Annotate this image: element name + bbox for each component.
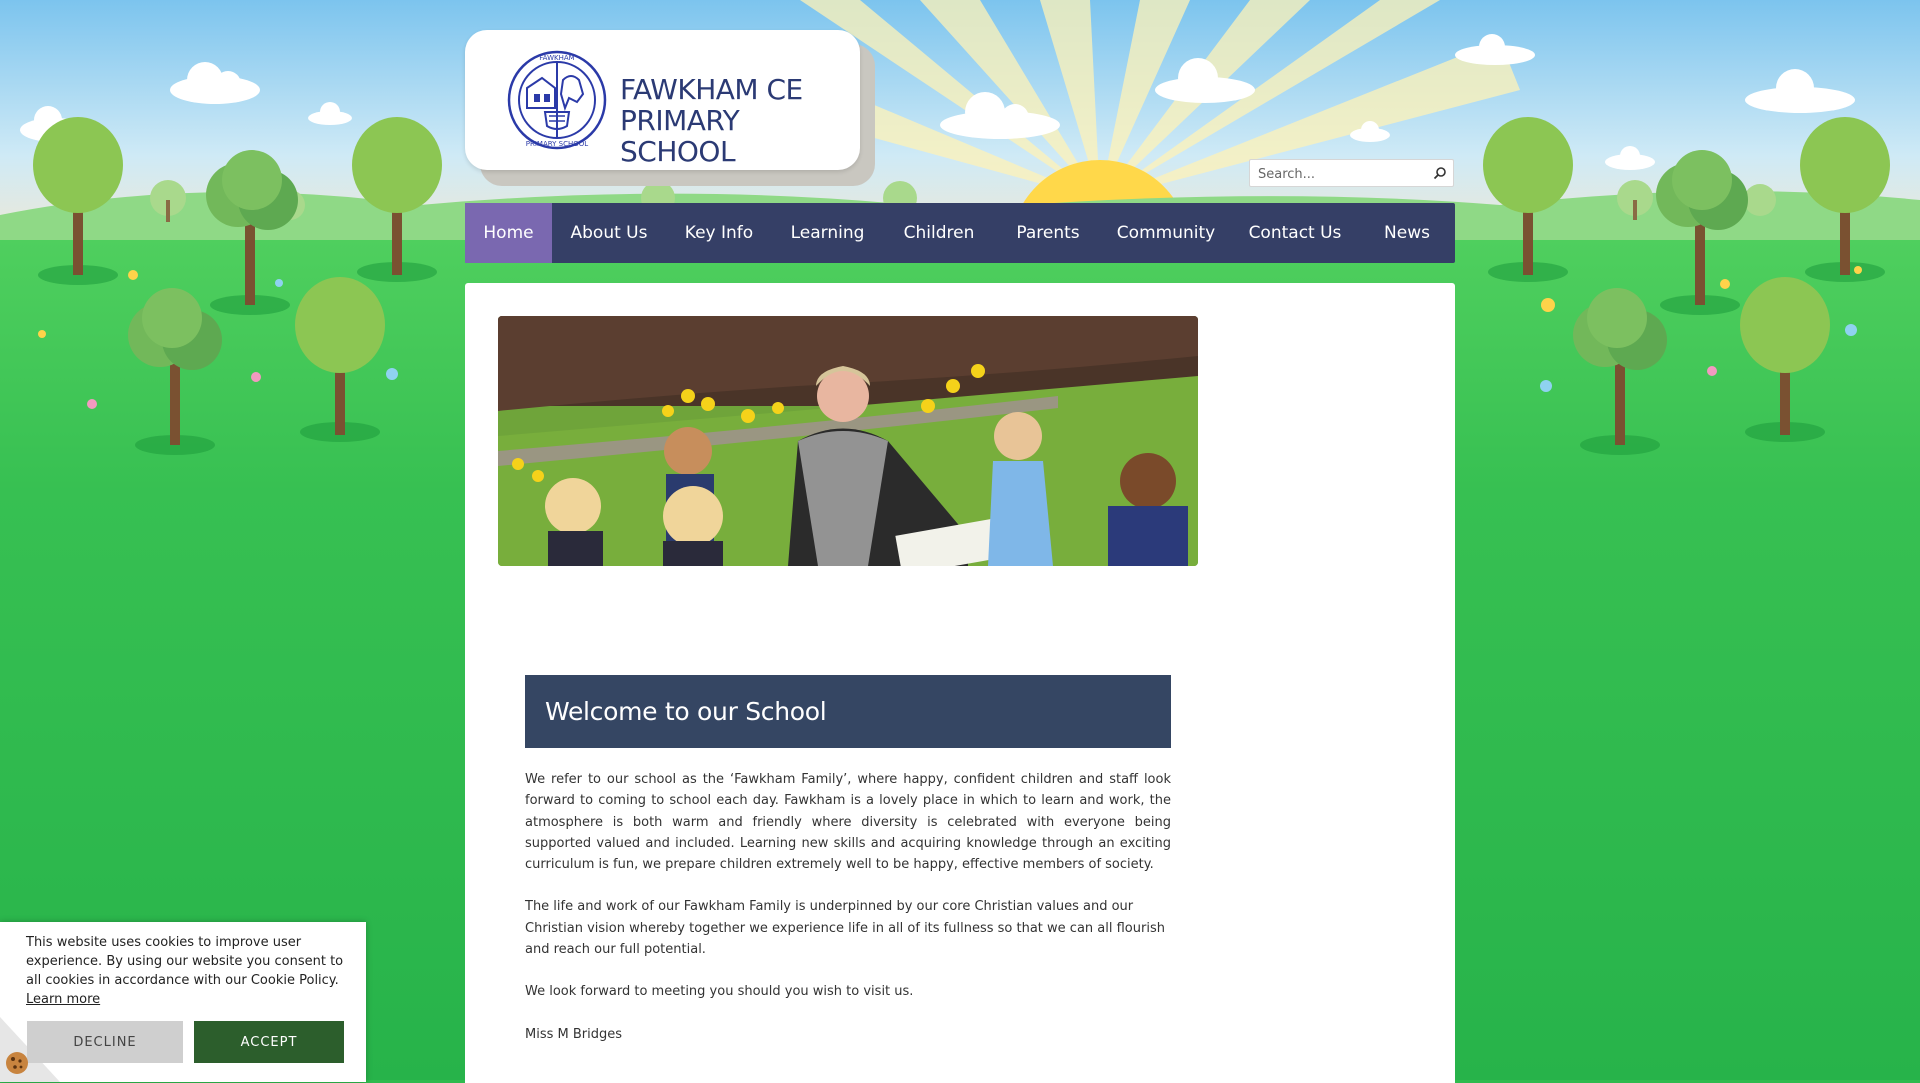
- search-icon[interactable]: [1433, 166, 1447, 180]
- main-nav: [465, 203, 1455, 263]
- nav-item-contact-us[interactable]: Contact Us: [1248, 223, 1342, 243]
- nav-item-parents[interactable]: Parents: [1016, 223, 1080, 243]
- svg-text:FAWKHAM: FAWKHAM: [539, 54, 575, 62]
- cookie-banner: [0, 922, 366, 1082]
- welcome-title-bar: [525, 675, 1171, 748]
- welcome-title: Welcome to our School: [545, 697, 827, 726]
- search-box: [1249, 159, 1454, 187]
- cookie-message: [26, 933, 348, 1009]
- learn-more-link[interactable]: Learn more: [26, 992, 101, 1007]
- nav-item-home[interactable]: Home: [465, 203, 552, 263]
- article-paragraph: We look forward to meeting you should you wish to visit us.: [525, 984, 914, 1000]
- nav-item-community[interactable]: Community: [1116, 223, 1216, 243]
- svg-text:PRIMARY SCHOOL: PRIMARY SCHOOL: [525, 140, 589, 148]
- school-name-line2: PRIMARY SCHOOL: [620, 104, 740, 168]
- hero-photo-illustration: [498, 316, 1198, 566]
- decline-button[interactable]: DECLINE: [27, 1021, 183, 1063]
- nav-item-key-info[interactable]: Key Info: [684, 223, 754, 243]
- cookie-icon[interactable]: [3, 1049, 31, 1077]
- article-paragraph: The life and work of our Fawkham Family is underpinned by our core Christian values and our Christian vision whereby together we experience life in all of its fullness so that we can all flourish and reach our full potential.: [525, 899, 1165, 958]
- school-logo[interactable]: [465, 30, 860, 170]
- school-crest-icon: [507, 50, 607, 150]
- hero-image: [498, 316, 1198, 566]
- nav-item-about-us[interactable]: About Us: [570, 223, 648, 243]
- cookie-text: This website uses cookies to improve user experience. By using our website you consent to all cookies in accordance with our Cookie Policy.: [26, 935, 344, 988]
- article-paragraph: We refer to our school as the ‘Fawkham Family’, where happy, confident children and staff look forward to coming to school each day. Fawkham is a lovely place in which to learn and work, the atmosphere is both warm and friendly where diversity is celebrated with everyone being supported valued and included. Learning new skills and acquiring knowledge through an exciting curriculum is fun, we prepare children extremely well to be happy, effective members of society.: [525, 772, 1171, 873]
- article-signature: Miss M Bridges: [525, 1026, 623, 1042]
- search-input[interactable]: [1258, 164, 1428, 184]
- welcome-article: [525, 769, 1171, 1066]
- nav-item-learning[interactable]: Learning: [790, 223, 865, 243]
- nav-item-news[interactable]: News: [1384, 223, 1430, 243]
- accept-button[interactable]: ACCEPT: [194, 1021, 344, 1063]
- school-name: [620, 74, 855, 167]
- main-content: [465, 283, 1455, 1083]
- nav-item-children[interactable]: Children: [903, 223, 975, 243]
- school-name-line1: FAWKHAM CE: [620, 73, 803, 106]
